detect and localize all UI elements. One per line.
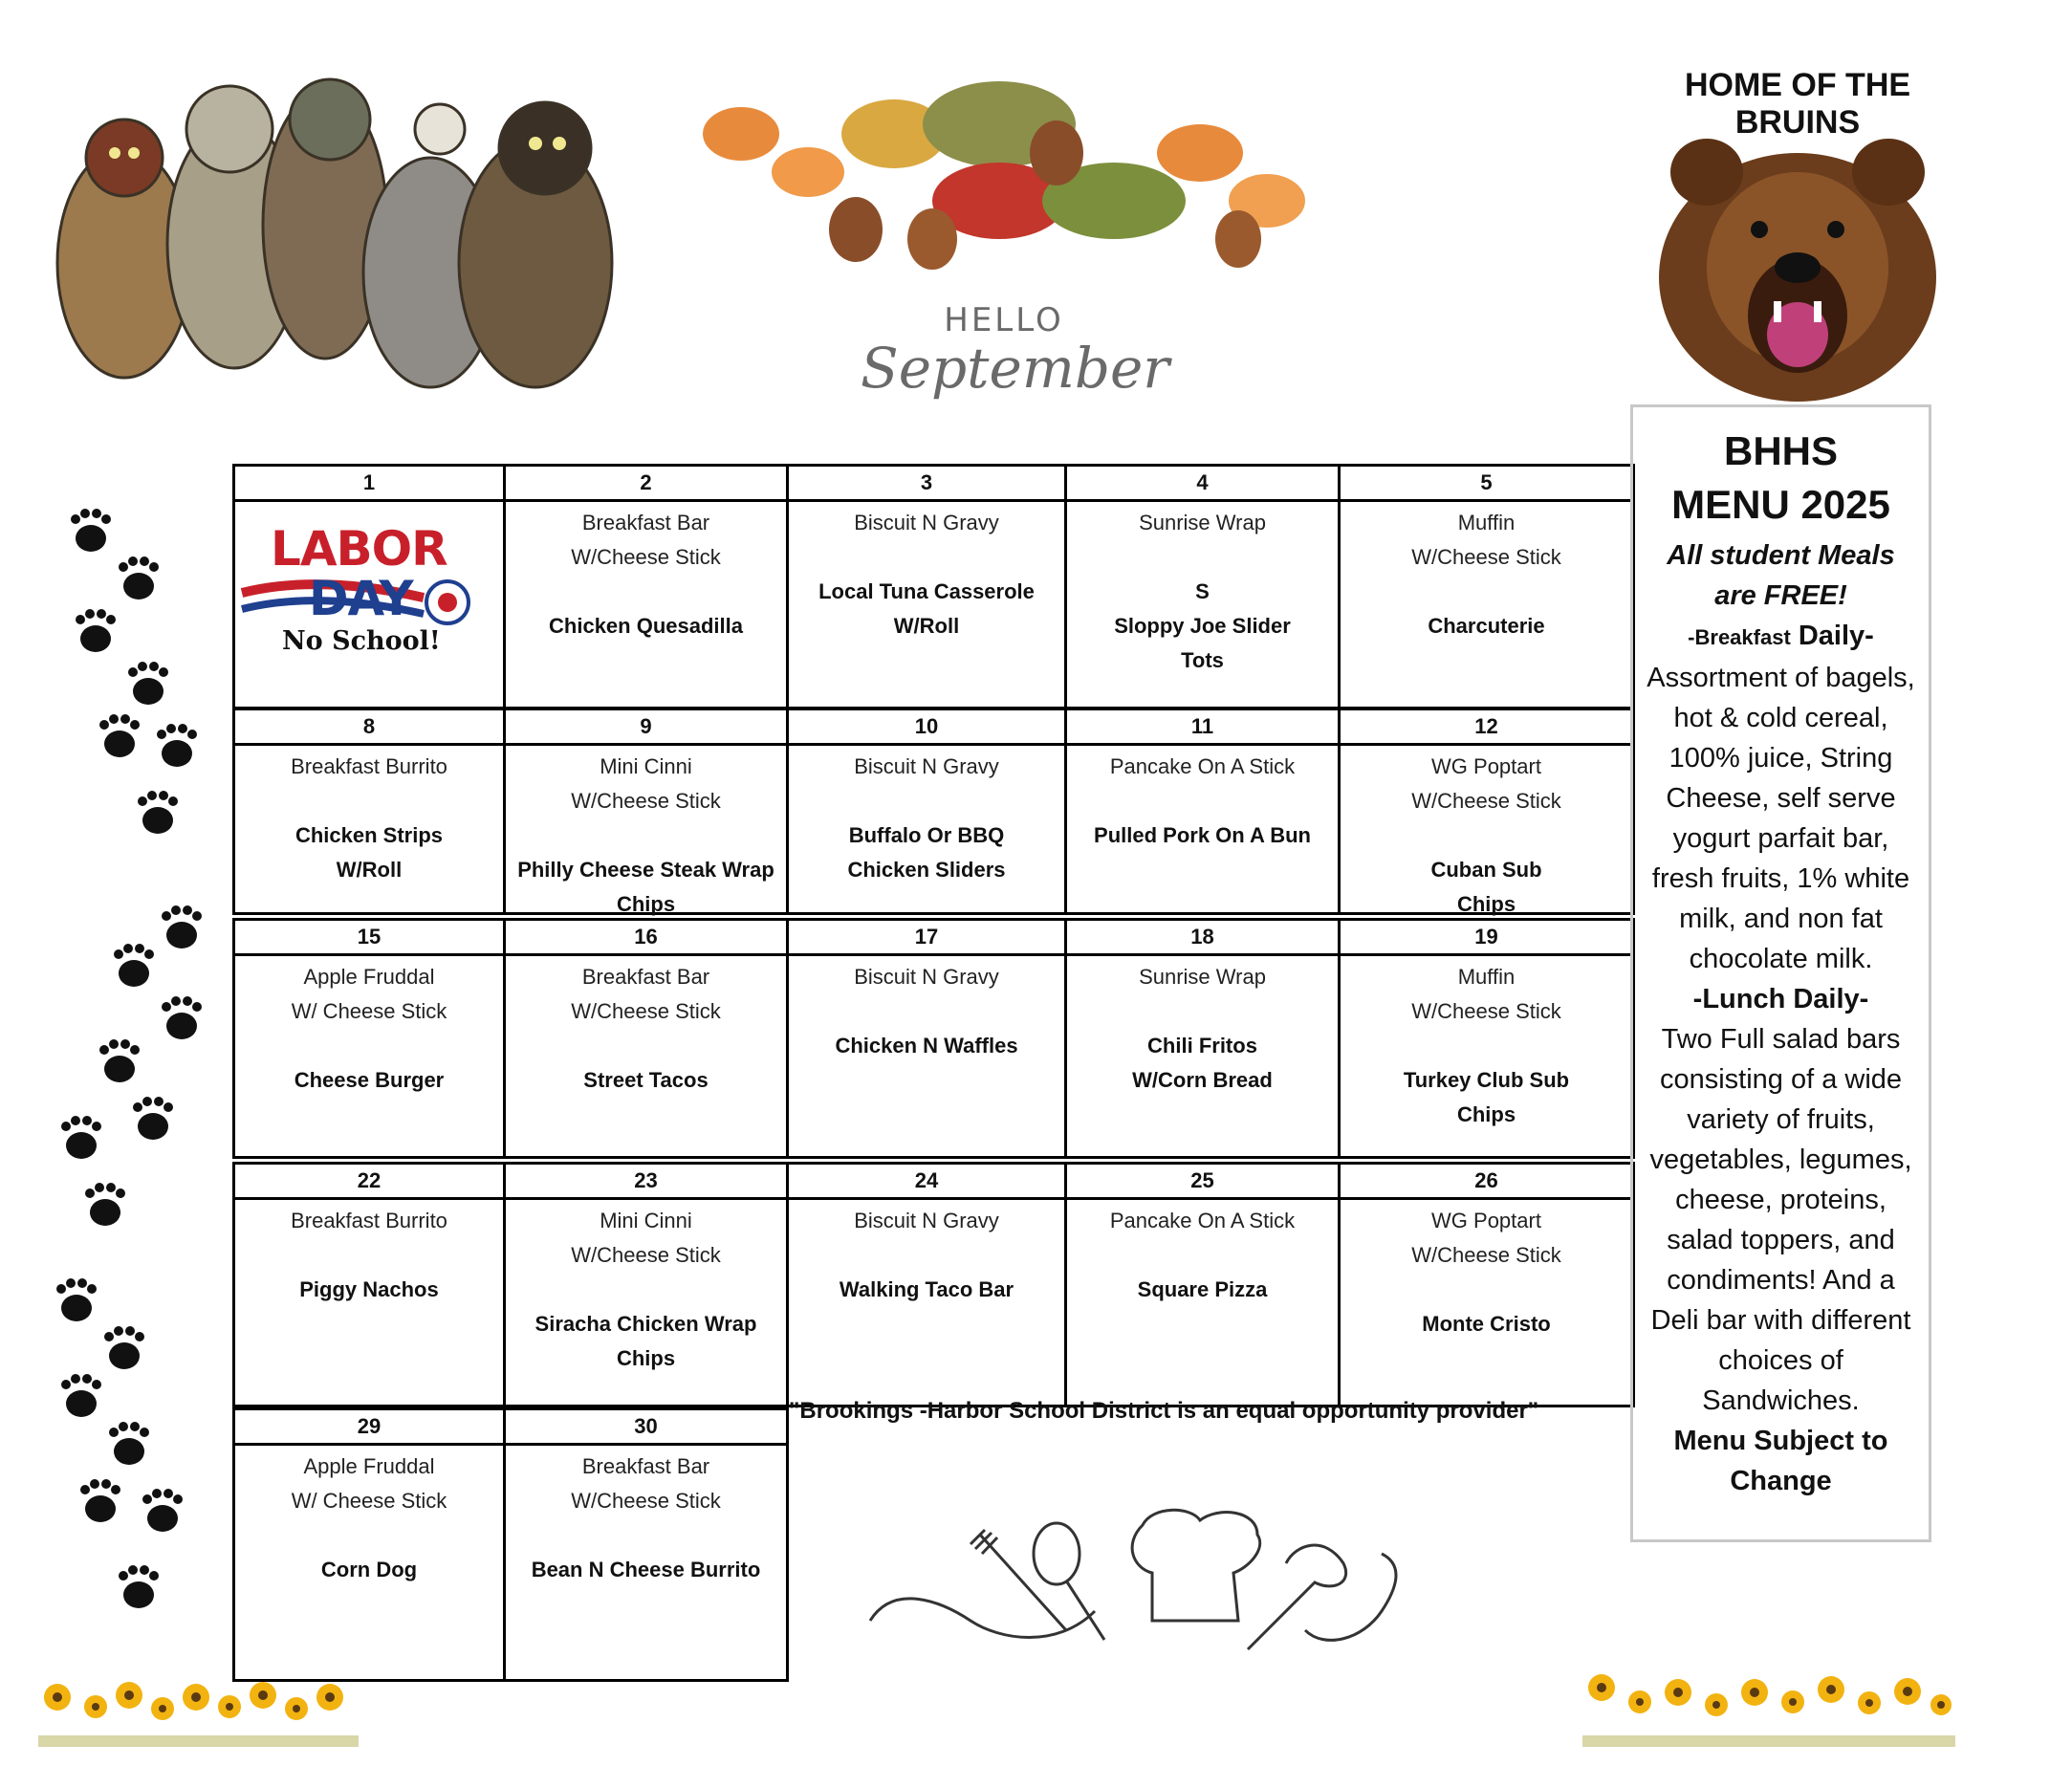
lunch-item: Pulled Pork On A Bun (1094, 823, 1311, 847)
lunch-item: Chips (616, 1346, 676, 1370)
day-number: 10 (786, 708, 1067, 746)
lunch-item: Corn Dog (320, 1558, 418, 1581)
breakfast-item: Sunrise Wrap (1139, 511, 1266, 534)
day-number: 12 (1338, 708, 1635, 746)
day-number: 1 (232, 464, 506, 502)
menu-change-note: Menu Subject to Change (1673, 1426, 1888, 1496)
breakfast-item: WG Poptart (1431, 754, 1541, 778)
labor-day-graphic (232, 502, 500, 693)
lunch-item: Chicken Quesadilla (549, 614, 743, 638)
day-menu-cell (1338, 743, 1635, 915)
breakfast-item: Breakfast Burrito (291, 1209, 447, 1232)
lunch-item: Siracha Chicken Wrap (534, 1312, 757, 1336)
breakfast-dash: - (1688, 625, 1695, 649)
lunch-item: Charcuterie (1428, 614, 1545, 638)
day-menu-cell (1064, 1197, 1341, 1407)
lunch-item: Street Tacos (583, 1068, 709, 1092)
breakfast-item: Pancake On A Stick (1109, 754, 1296, 778)
breakfast-item: Biscuit N Gravy (854, 965, 999, 989)
day-menu-cell (786, 1197, 1067, 1407)
lunch-item: W/Corn Bread (1132, 1068, 1273, 1092)
lunch-item: Sloppy Joe Slider (1114, 614, 1291, 638)
menu-info-panel (1630, 404, 1931, 1542)
breakfast-label: Breakfast (1694, 625, 1791, 649)
panel-title-school: BHHS (1723, 428, 1838, 473)
breakfast-item: W/Cheese Stick (571, 999, 721, 1023)
lunch-item: Local Tuna Casserole (818, 579, 1035, 603)
breakfast-item: W/Cheese Stick (571, 789, 721, 813)
day-number: 2 (503, 464, 789, 502)
paw-prints-icon (53, 497, 225, 1625)
day-number: 15 (232, 918, 506, 956)
breakfast-item: Breakfast Burrito (291, 754, 447, 778)
day-menu-cell (1338, 953, 1635, 1159)
day-number: 23 (503, 1162, 789, 1200)
day-number: 24 (786, 1162, 1067, 1200)
breakfast-heading (1643, 616, 1919, 658)
breakfast-item: W/Cheese Stick (571, 1243, 721, 1267)
breakfast-item: Mini Cinni (600, 754, 692, 778)
day-number: 22 (232, 1162, 506, 1200)
sunflowers-right-icon (1582, 1659, 1955, 1755)
day-menu-cell (232, 1443, 506, 1682)
day-menu-cell (503, 743, 789, 915)
day-menu-cell (1064, 743, 1341, 915)
breakfast-item: Biscuit N Gravy (854, 754, 999, 778)
day-number: 29 (232, 1407, 506, 1446)
breakfast-item: Sunrise Wrap (1139, 965, 1266, 989)
hello-text: HELLO (944, 301, 1064, 339)
month-text: September (861, 336, 1169, 401)
day-number: 30 (503, 1407, 789, 1446)
breakfast-item: W/Cheese Stick (571, 1489, 721, 1513)
breakfast-item: Apple Fruddal (303, 1454, 435, 1478)
day-menu-cell (503, 499, 789, 709)
lunch-item: W/Roll (893, 614, 960, 638)
day-menu-cell (1064, 953, 1341, 1159)
day-menu-cell (503, 1197, 789, 1407)
breakfast-description: Assortment of bagels, hot & cold cereal, 100% juice, String Cheese, self serve yogurt parfait bar, fresh fruits, 1% white milk, and non fat chocolate milk. (1647, 663, 1915, 974)
breakfast-item: W/ Cheese Stick (291, 1489, 447, 1513)
cooking-utensils-doodle-icon (865, 1506, 1410, 1668)
no-school-text: No School! (282, 626, 441, 656)
lunch-item: Buffalo Or BBQ (848, 823, 1005, 847)
lunch-item: W/Roll (336, 858, 403, 882)
breakfast-item: Mini Cinni (600, 1209, 692, 1232)
day-number: 3 (786, 464, 1067, 502)
day-number: 17 (786, 918, 1067, 956)
wild-things-illustration (38, 43, 641, 445)
day-number: 16 (503, 918, 789, 956)
lunch-item: Philly Cheese Steak Wrap (517, 858, 774, 882)
lunch-description: Two Full salad bars consisting of a wide variety of fruits, vegetables, legumes, cheese, proteins, salad toppers, and condiments! And a Deli bar with different choices of Sandwiches. (1649, 1024, 1912, 1416)
lunch-item: Turkey Club Sub (1403, 1068, 1570, 1092)
breakfast-item: W/Cheese Stick (1411, 1243, 1561, 1267)
day-menu-cell (1338, 1197, 1635, 1407)
breakfast-daily: Daily- (1790, 621, 1874, 651)
day-menu-cell (786, 743, 1067, 915)
breakfast-item: Breakfast Bar (581, 965, 710, 989)
bear-head-icon (1649, 124, 1946, 406)
breakfast-item: Breakfast Bar (581, 1454, 710, 1478)
lunch-item: Chicken Strips (294, 823, 444, 847)
lunch-item: Monte Cristo (1422, 1312, 1551, 1336)
lunch-item: Piggy Nachos (299, 1277, 439, 1301)
breakfast-item: Pancake On A Stick (1109, 1209, 1296, 1232)
day-text: DAY (309, 571, 413, 626)
day-menu-cell (232, 953, 506, 1159)
day-number: 4 (1064, 464, 1341, 502)
day-number: 19 (1338, 918, 1635, 956)
autumn-leaves-acorns-icon (684, 48, 1324, 277)
day-menu-cell (1064, 499, 1341, 709)
home-of-bruins-title: HOME OF THE BRUINS (1684, 67, 1911, 141)
labor-text: LABOR (271, 521, 447, 577)
breakfast-item: Biscuit N Gravy (854, 1209, 999, 1232)
breakfast-item: W/Cheese Stick (571, 545, 721, 569)
lunch-item: Square Pizza (1137, 1277, 1268, 1301)
lunch-item: Chicken N Waffles (835, 1034, 1018, 1058)
lunch-item: Chips (1456, 1102, 1516, 1126)
lunch-item: Tots (1181, 648, 1224, 672)
lunch-item: Chili Fritos (1147, 1034, 1257, 1058)
day-menu-cell (1338, 499, 1635, 709)
lunch-heading-text: -Lunch Daily- (1692, 984, 1869, 1014)
breakfast-item: W/Cheese Stick (1411, 789, 1561, 813)
lunch-item: Chips (616, 892, 676, 916)
breakfast-item: Muffin (1457, 965, 1516, 989)
breakfast-item: Biscuit N Gravy (854, 511, 999, 534)
day-number: 8 (232, 708, 506, 746)
day-number: 11 (1064, 708, 1341, 746)
day-menu-cell (503, 953, 789, 1159)
breakfast-item: Apple Fruddal (303, 965, 435, 989)
lunch-heading (1643, 979, 1919, 1019)
free-meals-note: All student Meals are FREE! (1667, 540, 1895, 611)
day-number: 9 (503, 708, 789, 746)
breakfast-item: W/Cheese Stick (1411, 999, 1561, 1023)
breakfast-item: Breakfast Bar (581, 511, 710, 534)
lunch-item: Walking Taco Bar (839, 1277, 1014, 1301)
day-number: 25 (1064, 1162, 1341, 1200)
lunch-item: Bean N Cheese Burrito (531, 1558, 761, 1581)
day-menu-cell (232, 743, 506, 915)
breakfast-item: Muffin (1457, 511, 1516, 534)
panel-title-menu: MENU 2025 (1671, 482, 1890, 527)
breakfast-item: W/Cheese Stick (1411, 545, 1561, 569)
day-menu-cell (232, 1197, 506, 1407)
lunch-item: Chicken Sliders (847, 858, 1006, 882)
day-menu-cell (503, 1443, 789, 1682)
day-number: 26 (1338, 1162, 1635, 1200)
lunch-item: Chips (1456, 892, 1516, 916)
day-menu-cell (786, 953, 1067, 1159)
day-number: 5 (1338, 464, 1635, 502)
breakfast-item: W/ Cheese Stick (291, 999, 447, 1023)
lunch-item: Cuban Sub (1430, 858, 1542, 882)
equal-opportunity-statement: "Brookings -Harbor School District is an equal opportunity provider" (789, 1398, 1539, 1424)
hello-september-heading (861, 301, 1169, 401)
day-number: 18 (1064, 918, 1341, 956)
day-menu-cell (786, 499, 1067, 709)
lunch-item: S (1195, 579, 1210, 603)
breakfast-item: WG Poptart (1431, 1209, 1541, 1232)
lunch-item: Cheese Burger (294, 1068, 445, 1092)
